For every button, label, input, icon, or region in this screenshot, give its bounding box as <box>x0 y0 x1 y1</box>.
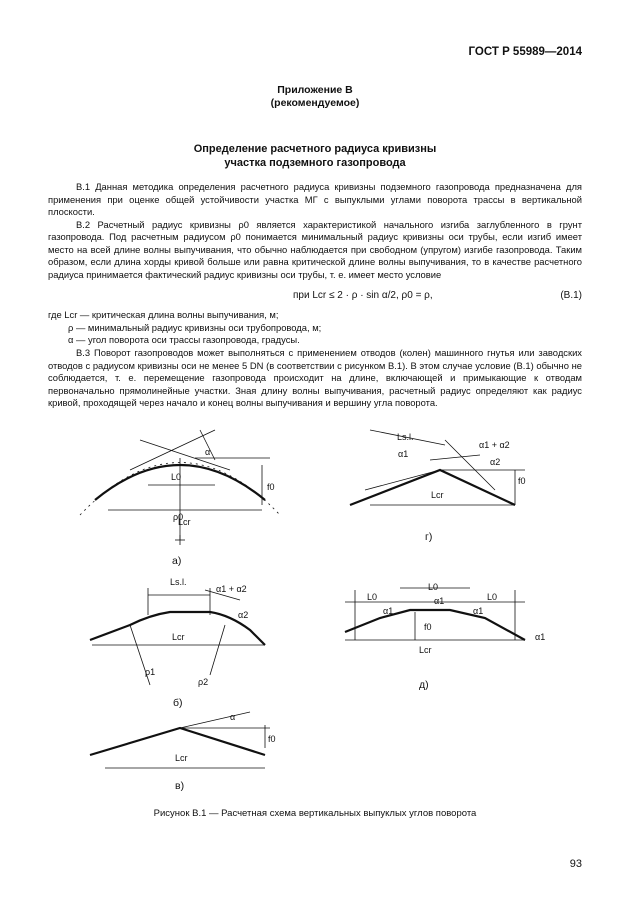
svg-text:Ls.l.: Ls.l. <box>170 577 187 587</box>
definition-item: α — угол поворота оси трассы газопровода, градусы. <box>68 334 300 345</box>
svg-text:ρ0: ρ0 <box>173 512 184 522</box>
svg-text:α1 + α2: α1 + α2 <box>479 440 510 450</box>
definition-item: где Lcr — критическая длина волны выпучивания, м; <box>48 309 279 320</box>
panel-labels <box>172 531 432 792</box>
svg-text:α1: α1 <box>434 596 445 606</box>
svg-text:f0: f0 <box>267 482 275 492</box>
section-title-line1: Определение расчетного радиуса кривизны <box>193 143 437 155</box>
standard-number: ГОСТ Р 55989—2014 <box>468 46 582 58</box>
svg-text:α: α <box>230 712 236 722</box>
svg-text:f0: f0 <box>424 622 432 632</box>
svg-text:L0: L0 <box>367 592 378 602</box>
svg-text:Lcr: Lcr <box>178 517 191 527</box>
svg-text:Ls.l.: Ls.l. <box>397 432 414 442</box>
svg-text:L0: L0 <box>171 472 182 482</box>
panel-a-diagram <box>80 430 280 545</box>
svg-text:α1: α1 <box>383 606 394 616</box>
definition-item: ρ — минимальный радиус кривизны оси трубопровода, м; <box>68 321 322 333</box>
svg-text:f0: f0 <box>518 476 526 486</box>
svg-text:α1: α1 <box>473 606 484 616</box>
svg-text:α1: α1 <box>398 449 409 459</box>
figure-labels <box>145 432 545 763</box>
formula-expression: при Lcr ≤ 2 · ρ · sin α/2, ρ0 = ρ, <box>293 290 433 301</box>
figure-caption: Рисунок В.1 — Расчетная схема вертикальных выпуклых углов поворота <box>153 808 477 819</box>
svg-text:α1: α1 <box>535 632 546 642</box>
svg-text:Lcr: Lcr <box>419 645 432 655</box>
svg-text:α2: α2 <box>238 610 249 620</box>
svg-text:б): б) <box>173 697 183 709</box>
svg-text:Lcr: Lcr <box>172 632 185 642</box>
page-number: 93 <box>569 858 582 870</box>
svg-text:α2: α2 <box>490 457 501 467</box>
svg-text:L0: L0 <box>428 582 439 592</box>
svg-text:ρ2: ρ2 <box>198 677 209 687</box>
svg-text:L0: L0 <box>487 592 498 602</box>
formula-number: (В.1) <box>560 290 582 301</box>
section-title-line2: участка подземного газопровода <box>224 157 406 169</box>
svg-text:α1 + α2: α1 + α2 <box>216 584 247 594</box>
svg-text:Lcr: Lcr <box>431 490 444 500</box>
svg-text:ρ1: ρ1 <box>145 667 156 677</box>
svg-text:д): д) <box>419 679 429 691</box>
svg-text:в): в) <box>175 780 185 792</box>
svg-text:α: α <box>205 447 211 457</box>
svg-text:а): а) <box>172 555 182 567</box>
paragraph-b2: В.2 Расчетный радиус кривизны ρ0 является характеристикой начального изгиба заглубленного в грунт газопровода. Под расчетным радиусом ρ0 понимается минимальный радиус кривизны оси трубы, если изгиб имеет место на всей длине волны выпучивания, что обычно наблюдается при свободном (упругом) изгибе газопровода. Таким образом, если длина хорды кривой больше или равна критической длине волны выпучивания, то в качестве расчетного радиуса принимается фактический радиус кривизны оси трубы, т. е. имеет место условие <box>48 218 582 280</box>
appendix-subtitle: (рекомендуемое) <box>270 97 360 109</box>
svg-text:f0: f0 <box>268 734 276 744</box>
paragraph-b1: В.1 Данная методика определения расчетного радиуса кривизны подземного газопровода предназначена для применения при оценке общей устойчивости участка МГ с выпуклыми углами поворота трассы в вертикальной плоскости. <box>48 181 582 217</box>
svg-text:Lcr: Lcr <box>175 753 188 763</box>
paragraph-b3: В.3 Поворот газопроводов может выполняться с применением отводов (колен) машинного гнутья или заводских отводов с радиусом кривизны оси не менее 5 DN (в соответствии с рисунком В.1). В этом случае условие (В.1) обычно не соблюдается, т. е. перемещение газопровода происходит на длине, включающей и примыкающие к отводам первоначально прямолинейные участки. Зная длину волны выпучивания, расчетный радиус определяют как радиус кривой, проходящей через начало и конец волны выпучивания и вершину угла поворота. <box>48 347 582 408</box>
appendix-title: Приложение В <box>277 84 353 96</box>
svg-text:г): г) <box>425 531 433 543</box>
